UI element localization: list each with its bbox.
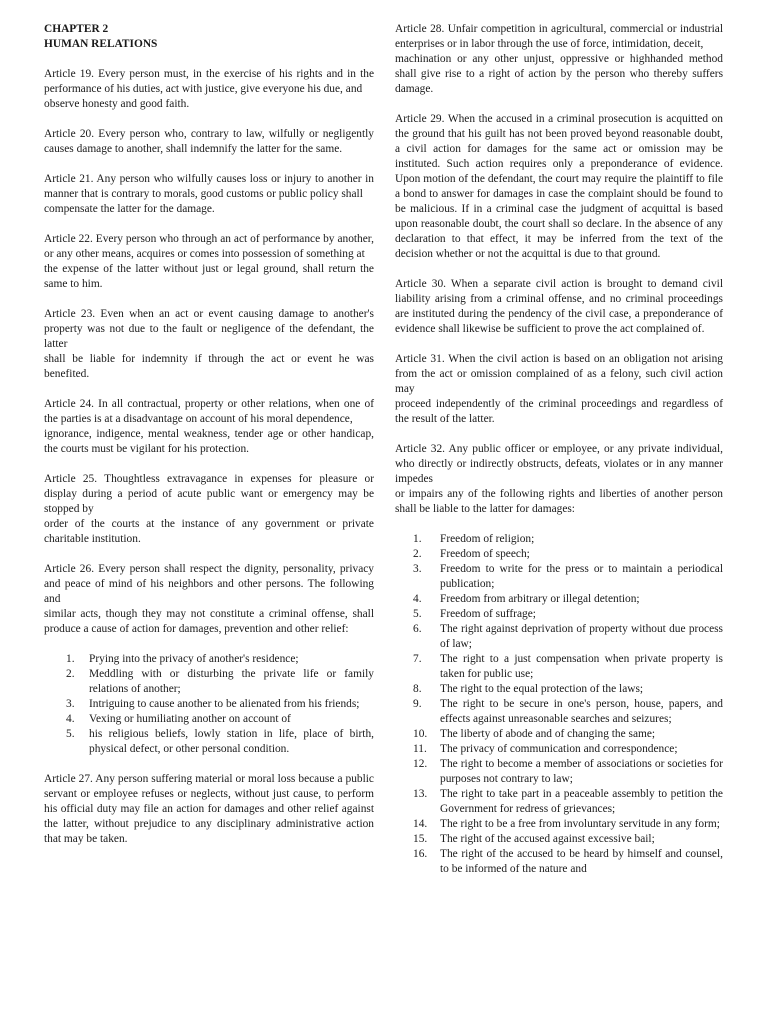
list-item (44, 727, 374, 757)
article-text: Article 30. When a separate civil action is brought to demand civil liability arising from a criminal offense, and no criminal proceedings are instituted during the pendency of the civil case, a preponderance of evidence shall likewise be sufficient to prove the act complained of. (395, 278, 723, 335)
article-text: compensate the latter for the damage. (44, 203, 215, 215)
list-item (395, 652, 723, 682)
list-item-text: Intriguing to cause another to be alienated from his friends; (89, 698, 360, 710)
list-item-number: 1. (413, 533, 422, 545)
left-column (44, 22, 374, 862)
list-item (395, 592, 723, 607)
list-item-text: The privacy of communication and correspondence; (440, 743, 678, 755)
article-text: Article 23. Even when an act or event causing damage to another's property was not due to the fault or negligence of the defendant, the latter (44, 308, 374, 350)
list-item-text: his religious beliefs, lowly station in life, place of birth, physical defect, or other personal condition. (89, 728, 374, 755)
article-text: Article 29. When the accused in a criminal prosecution is acquitted on the ground that his guilt has not been proved beyond reasonable doubt, a civil action for damages for the same act or omission may be instituted. Such action requires only a preponderance of evidence. Upon motion of the defendant, the court may require the plaintiff to file a bond to answer for damages in case the complaint should be found to be malicious. If in a criminal case the judgment of acquittal is based upon reasonable doubt, the court shall so declare. In the absence of any declaration to that effect, it may be inferred from the text of the decision whether or not the acquittal is due to that ground. (395, 113, 723, 260)
list-item (395, 547, 723, 562)
article-32-rights-list (395, 532, 723, 877)
list-item (395, 742, 723, 757)
article-26-acts-list (44, 652, 374, 757)
article-text: Article 28. Unfair competition in agricultural, commercial or industrial enterprises or in labor through the use of force, intimidation, deceit, (395, 23, 723, 50)
article-paragraph (395, 277, 723, 337)
list-item (44, 712, 374, 727)
list-item-number: 15. (413, 833, 428, 845)
list-item-number: 11. (413, 743, 427, 755)
article-paragraph (44, 772, 374, 847)
list-item-text: The right to be secure in one's person, house, papers, and effects against unreasonable searches and seizures; (440, 698, 723, 725)
list-item (44, 667, 374, 697)
article-paragraph (395, 22, 723, 97)
article-paragraph (44, 562, 374, 637)
list-item (44, 652, 374, 667)
list-item-text: The right of the accused against excessive bail; (440, 833, 655, 845)
article-text: Article 31. When the civil action is based on an obligation not arising from the act or omission complained of as a felony, such civil action may (395, 353, 723, 395)
list-item-number: 3. (413, 563, 422, 575)
list-item (395, 607, 723, 622)
list-item-number: 13. (413, 788, 428, 800)
article-paragraph (44, 172, 374, 217)
list-item-number: 16. (413, 848, 428, 860)
list-item (395, 727, 723, 742)
article-paragraph (44, 127, 374, 157)
list-item (395, 562, 723, 592)
article-text: ignorance, indigence, mental weakness, tender age or other handicap, the courts must be vigilant for his protection. (44, 428, 374, 455)
list-item (395, 682, 723, 697)
list-item-number: 9. (413, 698, 422, 710)
list-item-text: The right to become a member of associations or societies for purposes not contrary to law; (440, 758, 723, 785)
list-item-text: Freedom to write for the press or to maintain a periodical publication; (440, 563, 723, 590)
list-item (395, 832, 723, 847)
list-item-number: 6. (413, 623, 422, 635)
right-column (395, 22, 723, 892)
list-item (395, 757, 723, 787)
article-paragraph (44, 472, 374, 547)
list-item (395, 622, 723, 652)
list-item (44, 697, 374, 712)
list-item (395, 697, 723, 727)
list-item-number: 5. (66, 728, 75, 740)
list-item-text: The right against deprivation of property without due process of law; (440, 623, 723, 650)
list-item (395, 787, 723, 817)
article-text: Article 20. Every person who, contrary to law, wilfully or negligently causes damage to another, shall indemnify the latter for the same. (44, 128, 374, 155)
article-paragraph (44, 67, 374, 112)
list-item (395, 817, 723, 832)
article-text: Article 27. Any person suffering material or moral loss because a public servant or employee refuses or neglects, without just cause, to perform his official duty may file an action for damages and other relief against the latter, without prejudice to any disciplinary administrative action that may be taken. (44, 773, 374, 845)
list-item-text: The right to a just compensation when private property is taken for public use; (440, 653, 723, 680)
list-item-text: Freedom from arbitrary or illegal detention; (440, 593, 640, 605)
list-item (395, 847, 723, 877)
right-articles (395, 22, 723, 517)
list-item-number: 14. (413, 818, 428, 830)
article-paragraph (395, 442, 723, 517)
list-item-number: 7. (413, 653, 422, 665)
article-text: Article 24. In all contractual, property or other relations, when one of the parties is at a disadvantage on account of his moral dependence, (44, 398, 374, 425)
article-text: Article 22. Every person who through an act of performance by another, or any other means, acquires or comes into possession of something at (44, 233, 374, 260)
article-text: shall be liable for indemnity if through the act or event he was benefited. (44, 353, 374, 380)
chapter-number: CHAPTER 2 (44, 23, 109, 35)
article-text: the expense of the latter without just or legal ground, shall return the same to him. (44, 263, 374, 290)
article-text: Article 25. Thoughtless extravagance in expenses for pleasure or display during a period of acute public want or emergency may be stopped by (44, 473, 374, 515)
article-text: machination or any other unjust, oppressive or highhanded method shall give rise to a right of action by the person who thereby suffers damage. (395, 53, 723, 95)
article-text: Article 21. Any person who wilfully causes loss or injury to another in manner that is contrary to morals, good customs or public policy shall (44, 173, 374, 200)
article-text: proceed independently of the criminal proceedings and regardless of the result of the latter. (395, 398, 723, 425)
chapter-title: HUMAN RELATIONS (44, 38, 158, 50)
article-text: Article 26. Every person shall respect the dignity, personality, privacy and peace of mind of his neighbors and other persons. The following and (44, 563, 374, 605)
list-item-text: Vexing or humiliating another on account of (89, 713, 291, 725)
list-item-number: 1. (66, 653, 75, 665)
list-item-number: 8. (413, 683, 422, 695)
list-item-text: The right to be a free from involuntary servitude in any form; (440, 818, 720, 830)
list-item-number: 5. (413, 608, 422, 620)
list-item-text: Meddling with or disturbing the private life or family relations of another; (89, 668, 374, 695)
list-item-number: 4. (413, 593, 422, 605)
article-text: observe honesty and good faith. (44, 98, 190, 110)
list-item (395, 532, 723, 547)
list-item-number: 10. (413, 728, 428, 740)
list-item-text: Freedom of religion; (440, 533, 535, 545)
list-item-number: 2. (66, 668, 75, 680)
list-item-text: Prying into the privacy of another's residence; (89, 653, 299, 665)
article-paragraph (44, 397, 374, 457)
article-paragraph (44, 232, 374, 292)
article-text: or impairs any of the following rights and liberties of another person shall be liable to the latter for damages: (395, 488, 723, 515)
article-text: similar acts, though they may not constitute a criminal offense, shall produce a cause of action for damages, prevention and other relief: (44, 608, 374, 635)
article-text: Article 19. Every person must, in the exercise of his rights and in the performance of his duties, act with justice, give everyone his due, and (44, 68, 374, 95)
list-item-number: 3. (66, 698, 75, 710)
list-item-text: The right of the accused to be heard by himself and counsel, to be informed of the nature and (440, 848, 723, 875)
article-paragraph (395, 352, 723, 427)
list-item-text: Freedom of suffrage; (440, 608, 536, 620)
left-articles (44, 67, 374, 637)
article-paragraph (395, 112, 723, 262)
chapter-heading (44, 22, 374, 52)
article-paragraph (44, 307, 374, 382)
list-item-text: The liberty of abode and of changing the same; (440, 728, 656, 740)
list-item-text: The right to the equal protection of the laws; (440, 683, 644, 695)
list-item-text: The right to take part in a peaceable assembly to petition the Government for redress of grievances; (440, 788, 723, 815)
list-item-number: 12. (413, 758, 428, 770)
article-text: Article 32. Any public officer or employee, or any private individual, who directly or indirectly obstructs, defeats, violates or in any manner impedes (395, 443, 723, 485)
left-articles-continued (44, 772, 374, 847)
list-item-number: 2. (413, 548, 422, 560)
article-text: order of the courts at the instance of any government or private charitable institution. (44, 518, 374, 545)
list-item-number: 4. (66, 713, 75, 725)
list-item-text: Freedom of speech; (440, 548, 530, 560)
